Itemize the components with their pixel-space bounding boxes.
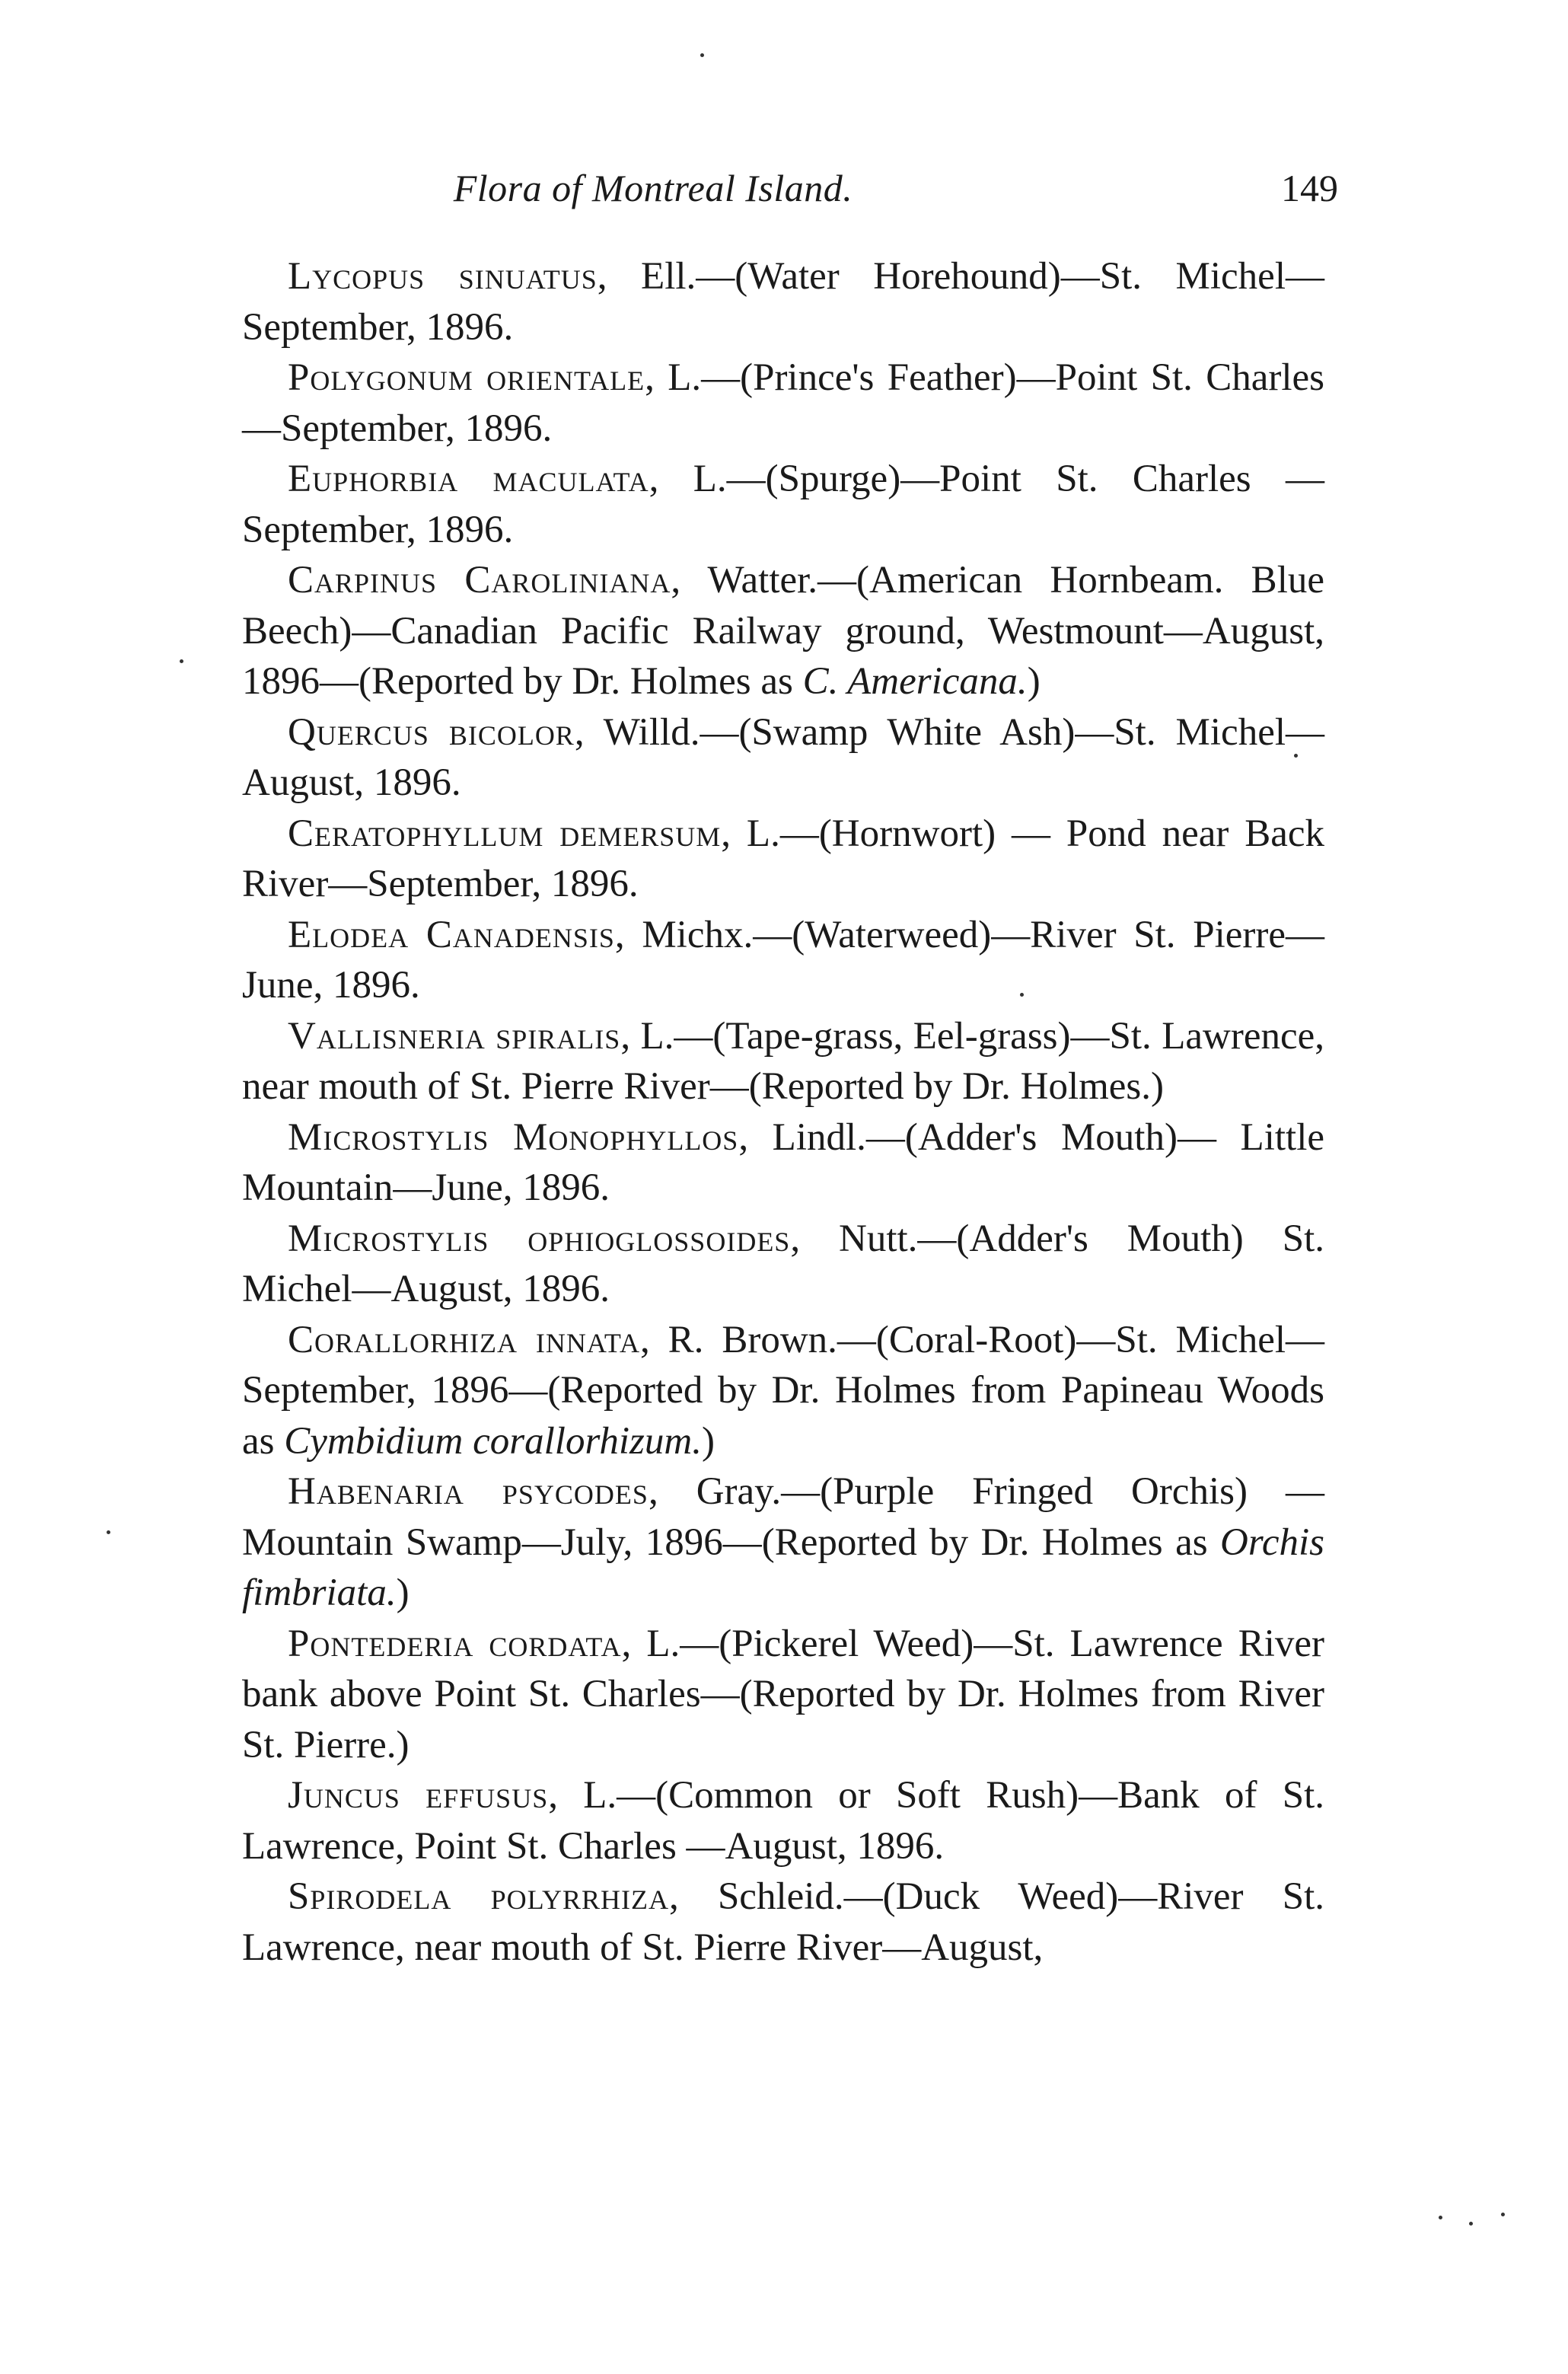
synonym-name: Orchis fimbriata. bbox=[242, 1520, 1324, 1614]
species-entry bbox=[242, 1112, 1324, 1214]
species-name: sinuatus bbox=[458, 255, 598, 298]
genus-name: Lycopus bbox=[288, 255, 425, 298]
genus-name: Juncus bbox=[288, 1774, 400, 1817]
running-header bbox=[242, 166, 1338, 219]
print-speck bbox=[1294, 754, 1298, 758]
genus-name: Microstylis bbox=[288, 1115, 489, 1159]
species-entry bbox=[242, 1619, 1324, 1771]
species-entry bbox=[242, 707, 1324, 809]
entry-details: , L.—(Tape-grass, Eel-grass)—St. Lawrence, near mouth of St. Pierre River—(Reported by Dr. Holmes.) bbox=[242, 1014, 1324, 1108]
species-name: cordata bbox=[489, 1622, 622, 1665]
species-name: Caroliniana bbox=[464, 559, 671, 601]
entry-details: , Gray.—(Purple Fringed Orchis) —Mountain Swamp—July, 1896—(Reported by Dr. Holmes as bbox=[242, 1470, 1324, 1564]
entry-details: , L.—(Spurge)—Point St. Charles —September, 1896. bbox=[242, 458, 1324, 551]
page-number: 149 bbox=[1281, 167, 1338, 209]
species-entry bbox=[242, 353, 1324, 454]
entry-details: , L.—(Common or Soft Rush)—Bank of St. Lawrence, Point St. Charles —August, 1896. bbox=[242, 1774, 1325, 1868]
species-entry bbox=[242, 454, 1324, 555]
genus-name: Elodea bbox=[288, 913, 410, 956]
closing-paren: ) bbox=[1027, 660, 1041, 703]
species-entry bbox=[242, 1770, 1324, 1871]
closing-paren: ) bbox=[701, 1419, 715, 1463]
entry-details: , L.—(Pickerel Weed)—St. Lawrence River bank above Point St. Charles—(Reported by Dr. Holmes from River St. Pierre.) bbox=[242, 1622, 1324, 1766]
print-speck bbox=[700, 53, 704, 57]
print-speck bbox=[1469, 2222, 1473, 2226]
genus-name: Pontederia bbox=[288, 1622, 474, 1665]
species-name: orientale bbox=[486, 356, 645, 399]
species-name: polyrrhiza bbox=[490, 1875, 669, 1918]
genus-name: Euphorbia bbox=[288, 458, 459, 500]
species-name: ophioglossoides bbox=[527, 1217, 791, 1260]
print-speck bbox=[1020, 993, 1024, 997]
genus-name: Corallorhiza bbox=[288, 1318, 518, 1361]
species-name: demersum bbox=[559, 812, 722, 855]
species-list bbox=[242, 251, 1324, 1973]
species-name: spiralis bbox=[496, 1014, 621, 1058]
species-name: Canadensis bbox=[425, 913, 615, 956]
genus-name: Ceratophyllum bbox=[288, 812, 544, 855]
genus-name: Habenaria bbox=[288, 1470, 464, 1513]
entry-details: , L.—(Prince's Feather)—Point St. Charles—September, 1896. bbox=[242, 356, 1324, 450]
synonym-name: C. Americana. bbox=[802, 660, 1028, 703]
species-name: Monophyllos bbox=[512, 1115, 739, 1159]
species-entry bbox=[242, 1871, 1324, 1973]
entry-details: , Michx.—(Waterweed)—River St. Pierre—June, 1896. bbox=[242, 913, 1325, 1007]
species-entry bbox=[242, 1466, 1324, 1619]
print-speck bbox=[1439, 2216, 1442, 2219]
genus-name: Vallisneria bbox=[288, 1014, 486, 1058]
genus-name: Carpinus bbox=[288, 559, 438, 601]
genus-name: Polygonum bbox=[288, 356, 473, 399]
print-speck bbox=[180, 659, 183, 663]
species-name: effusus bbox=[425, 1774, 549, 1817]
entry-details: , Lindl.—(Adder's Mouth)— Little Mountain—June, 1896. bbox=[242, 1115, 1325, 1209]
species-entry bbox=[242, 555, 1324, 707]
species-entry bbox=[242, 251, 1324, 353]
entry-details: , L.—(Hornwort) — Pond near Back River—September, 1896. bbox=[242, 812, 1325, 905]
print-speck bbox=[107, 1530, 110, 1534]
entry-details: , Ell.—(Water Horehound)—St. Michel—September, 1896. bbox=[242, 255, 1324, 349]
species-entry bbox=[242, 1214, 1324, 1315]
species-name: maculata bbox=[492, 458, 649, 500]
genus-name: Microstylis bbox=[288, 1217, 489, 1260]
genus-name: Spirodela bbox=[288, 1875, 452, 1918]
entry-details: , Schleid.—(Duck Weed)—River St. Lawrence, near mouth of St. Pierre River—August, bbox=[242, 1875, 1324, 1969]
entry-details: , Nutt.—(Adder's Mouth) St. Michel—August, 1896. bbox=[242, 1217, 1324, 1310]
species-entry bbox=[242, 1011, 1324, 1112]
species-name: bicolor bbox=[448, 710, 575, 754]
running-title: Flora of Montreal Island. bbox=[453, 167, 853, 209]
species-entry bbox=[242, 910, 1324, 1011]
genus-name: Quercus bbox=[288, 710, 429, 754]
entry-details: , R. Brown.—(Coral-Root)—St. Michel—September, 1896—(Reported by Dr. Holmes from Papineau Woods as bbox=[242, 1318, 1325, 1463]
entry-details: , Willd.—(Swamp White Ash)—St. Michel—August, 1896. bbox=[242, 710, 1324, 804]
print-speck bbox=[1501, 2213, 1505, 2216]
closing-paren: ) bbox=[396, 1571, 410, 1614]
species-entry bbox=[242, 809, 1324, 910]
species-name: psycodes bbox=[502, 1470, 649, 1513]
entry-details: , Watter.—(American Hornbeam. Blue Beech)—Canadian Pacific Railway ground, Westmount—August, 1896—(Reported by Dr. Holmes as bbox=[242, 559, 1324, 703]
synonym-name: Cymbidium corallorhizum. bbox=[284, 1419, 702, 1463]
species-name: innata bbox=[535, 1318, 641, 1361]
species-entry bbox=[242, 1315, 1324, 1467]
